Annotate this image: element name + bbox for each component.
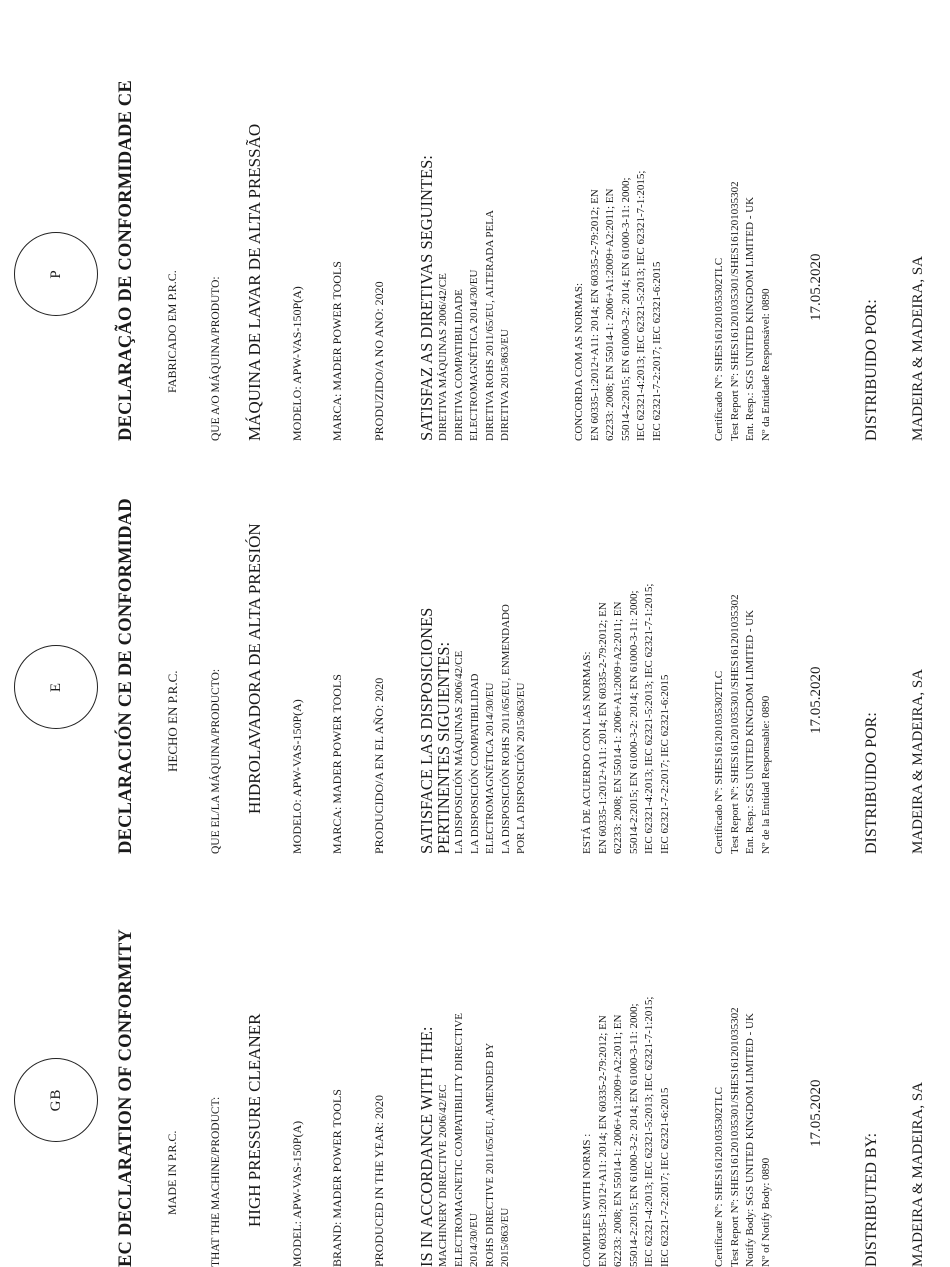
directive-line: DIRETIVA ROHS 2011/65/EU, ALTERADA PELA bbox=[483, 210, 496, 441]
norm-line: IEC 62321-4:2013; IEC 62321-5:2013; IEC 62321-7-1:2015; bbox=[635, 170, 647, 441]
distributor-name: MADEIRA & MADEIRA, SA bbox=[910, 1081, 926, 1267]
produced-year-field: PRODUCIDO/A EN EL AÑO: 2020 bbox=[372, 677, 386, 854]
certificate-line: Test Report Nº: SHES161201035301/SHES161201035302 bbox=[728, 1007, 741, 1267]
directive-line: ELECTROMAGNÉTICA 2014/30/EU bbox=[468, 269, 480, 441]
certificate-line: Test Report Nº: SHES161201035301/SHES161201035302 bbox=[728, 594, 741, 854]
norm-line: IEC 62321-7-2:2017; IEC 62321-6:2015 bbox=[658, 674, 671, 854]
certificate-line: Ent. Resp.: SGS UNITED KINGDOM LIMITED - UK bbox=[744, 609, 756, 854]
certificate-line: Certificate Nº: SHES161201035302TLC bbox=[713, 1086, 725, 1267]
product-name: HIDROLAVADORA DE ALTA PRESIÓN bbox=[245, 523, 264, 814]
directive-line: LA DISPOSICIÓN COMPATIBILIDAD bbox=[468, 673, 481, 854]
norm-line: EN 60335-1:2012+A11: 2014; EN 60335-2-79:2012; EN bbox=[588, 189, 601, 441]
directive-line: ROHS DIRECTIVE 2011/65/EU, AMENDED BY bbox=[483, 1042, 496, 1267]
norms-block bbox=[572, 41, 665, 441]
machine-label: QUE EL/LA MÁQUINA/PRODUCTO: bbox=[210, 668, 222, 854]
certificate-line: Nº of Notify Body: 0890 bbox=[759, 1157, 772, 1267]
accordance-heading-line: IS IN ACCORDANCE WITH THE: bbox=[417, 1026, 436, 1267]
directive-line: DIRETIVA MÁQUINAS 2006/42/CE bbox=[437, 273, 449, 441]
accordance-heading bbox=[418, 867, 435, 1267]
model-field: MODELO: APW-VAS-150P(A) bbox=[290, 286, 304, 441]
accordance-heading-line: SATISFACE LAS DISPOSICIONES bbox=[417, 607, 436, 854]
distributed-by-label: DISTRIBUIDO POR: bbox=[863, 712, 880, 854]
brand-field: BRAND: MADER POWER TOOLS bbox=[330, 1089, 344, 1267]
distributed-by-label: DISTRIBUIDO POR: bbox=[863, 299, 880, 441]
certificate-line: Nº da Entidade Responsável: 0890 bbox=[759, 288, 772, 441]
norms-block bbox=[580, 867, 673, 1267]
norm-line: IEC 62321-7-2:2017; IEC 62321-6:2015 bbox=[658, 1087, 671, 1267]
product-name: HIGH PRESSURE CLEANER bbox=[245, 1013, 264, 1227]
directive-line: ELECTROMAGNETIC COMPATIBILITY DIRECTIVE bbox=[452, 1012, 465, 1267]
declaration-date: 17.05.2020 bbox=[808, 1079, 824, 1147]
directive-line: 2014/30/EU bbox=[468, 1213, 480, 1267]
brand-field: MARCA: MADER POWER TOOLS bbox=[330, 674, 344, 854]
distributed-by-label: DISTRIBUTED BY: bbox=[863, 1132, 880, 1267]
directive-line: DIRETIVA 2015/863/EU bbox=[499, 329, 511, 441]
language-badge-e: E bbox=[14, 645, 98, 729]
norms-block bbox=[580, 454, 673, 854]
product-name: MÁQUINA DE LAVAR DE ALTA PRESSÃO bbox=[245, 123, 264, 441]
accordance-heading bbox=[418, 454, 452, 854]
produced-year-field: PRODUZIDO/A NO ANO: 2020 bbox=[372, 281, 386, 441]
directive-line: LA DISPOSICIÓN ROHS 2011/65/EU, ENMENDADO bbox=[499, 604, 512, 854]
certificate-line: Ent. Resp.: SGS UNITED KINGDOM LIMITED - UK bbox=[744, 196, 756, 441]
accordance-heading-line: SATISFAZ AS DIRETIVAS SEGUINTES: bbox=[417, 155, 436, 441]
norm-line: 62233: 2008; EN 55014-1: 2006+A1:2009+A2:2011; EN bbox=[604, 188, 616, 441]
accordance-heading bbox=[418, 41, 435, 441]
norms-heading: COMPLIES WITH NORMS : bbox=[581, 1133, 593, 1267]
directives-list bbox=[436, 41, 514, 441]
brand-field: MARCA: MADER POWER TOOLS bbox=[330, 261, 344, 441]
declaration-title: DECLARACIÓN CE DE CONFORMIDAD bbox=[116, 498, 136, 854]
norms-heading: ESTÁ DE ACUERDO CON LAS NORMAS: bbox=[581, 651, 593, 854]
machine-label: THAT THE MACHINE/PRODUCT: bbox=[210, 1096, 222, 1267]
produced-year-field: PRODUCED IN THE YEAR: 2020 bbox=[372, 1094, 386, 1267]
norm-line: EN 60335-1:2012+A11: 2014; EN 60335-2-79:2012; EN bbox=[596, 602, 609, 854]
certificate-block bbox=[712, 867, 774, 1267]
norm-line: 55014-2:2015; EN 61000-3-2: 2014; EN 61000-3-11: 2000; bbox=[627, 1003, 640, 1267]
directive-line: MACHINERY DIRECTIVE 2006/42/EC bbox=[437, 1084, 449, 1267]
model-field: MODEL: APW-VAS-150P(A) bbox=[290, 1120, 304, 1267]
language-badge-gb: GB bbox=[14, 1058, 98, 1142]
norm-line: 55014-2:2015; EN 61000-3-2: 2014; EN 61000-3-11: 2000; bbox=[627, 590, 640, 854]
directive-line: 2015/863/EU bbox=[499, 1207, 511, 1267]
declaration-column-gb bbox=[0, 867, 950, 1267]
language-badge-p: P bbox=[14, 232, 98, 316]
machine-label: QUE A/O MÁQUINA/PRODUTO: bbox=[210, 276, 222, 441]
directives-list bbox=[452, 454, 530, 854]
made-in-text: FABRICADO EM P.R.C. bbox=[165, 270, 179, 393]
norm-line: 62233: 2008; EN 55014-1: 2006+A1:2009+A2:2011; EN bbox=[612, 601, 624, 854]
accordance-heading-line: PERTINENTES SIGUIENTES: bbox=[434, 641, 453, 854]
made-in-text: MADE IN P.R.C. bbox=[165, 1130, 179, 1215]
distributor-name: MADEIRA & MADEIRA, SA bbox=[910, 668, 926, 854]
certificate-block bbox=[712, 454, 774, 854]
declaration-date: 17.05.2020 bbox=[808, 253, 824, 321]
certificate-line: Nº de la Entidad Responsable: 0890 bbox=[759, 695, 772, 854]
directive-line: DIRETIVA COMPATIBILIDADE bbox=[452, 289, 465, 441]
norm-line: 55014-2:2015; EN 61000-3-2: 2014; EN 61000-3-11: 2000; bbox=[619, 177, 632, 441]
norm-line: IEC 62321-7-2:2017; IEC 62321-6:2015 bbox=[650, 261, 663, 441]
norm-line: IEC 62321-4:2013; IEC 62321-5:2013; IEC 62321-7-1:2015; bbox=[643, 583, 655, 854]
certificate-line: Certificado Nº: SHES161201035302TLC bbox=[713, 257, 725, 441]
distributor-name: MADEIRA & MADEIRA, SA bbox=[910, 255, 926, 441]
norm-line: IEC 62321-4:2013; IEC 62321-5:2013; IEC 62321-7-1:2015; bbox=[643, 996, 655, 1267]
directive-line: LA DISPOSICIÓN MÁQUINAS 2006/42/CE bbox=[453, 650, 465, 854]
norm-line: EN 60335-1:2012+A11: 2014; EN 60335-2-79:2012; EN bbox=[596, 1015, 609, 1267]
norms-heading: CONCORDA COM AS NORMAS: bbox=[573, 282, 585, 441]
certificate-line: Certificado Nº: SHES161201035302TLC bbox=[713, 670, 725, 854]
directive-line: ELECTROMAGNÉTICA 2014/30/EU bbox=[484, 682, 496, 854]
declaration-column-p bbox=[0, 41, 950, 441]
declaration-title: DECLARAÇÃO DE CONFORMIDADE CE bbox=[116, 80, 136, 441]
declaration-column-e bbox=[0, 454, 950, 854]
declaration-title: EC DECLARATION OF CONFORMITY bbox=[116, 928, 136, 1267]
certificate-line: Notify Body: SGS UNITED KINGDOM LIMITED - UK bbox=[744, 1013, 756, 1267]
norm-line: 62233: 2008; EN 55014-1: 2006+A1:2009+A2:2011; EN bbox=[612, 1014, 624, 1267]
declaration-date: 17.05.2020 bbox=[808, 666, 824, 734]
model-field: MODELO: APW-VAS-150P(A) bbox=[290, 699, 304, 854]
directives-list bbox=[436, 867, 514, 1267]
made-in-text: HECHO EN P.R.C. bbox=[165, 670, 180, 772]
certificate-line: Test Report Nº: SHES161201035301/SHES161201035302 bbox=[728, 181, 741, 441]
directive-line: POR LA DISPOSICIÓN 2015/863/EU bbox=[515, 682, 527, 854]
certificate-block bbox=[712, 41, 774, 441]
